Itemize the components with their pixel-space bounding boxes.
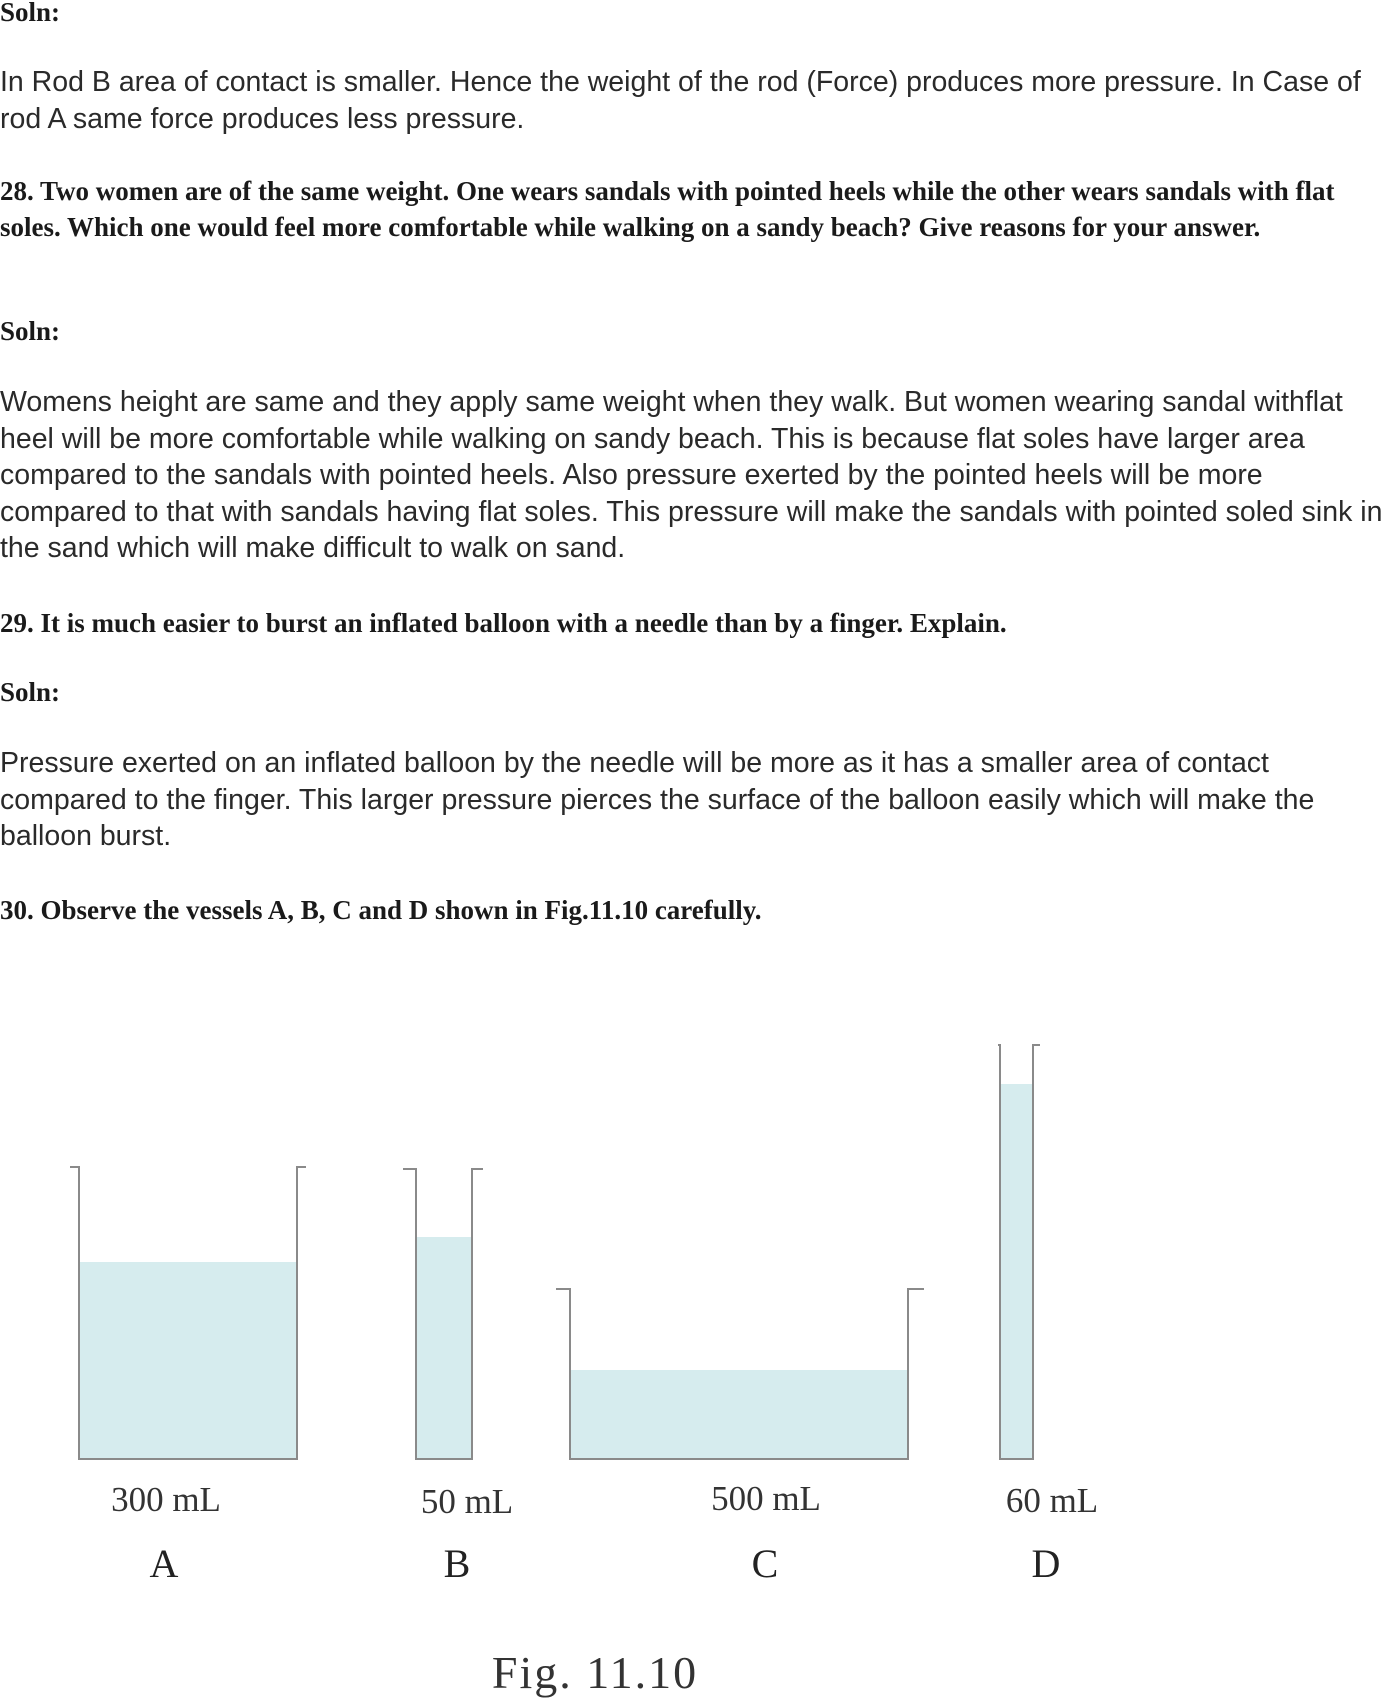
- answer-27: In Rod B area of contact is smaller. Hence the weight of the rod (Force) produces more pressure. In Case of rod A same force produces less pressure.: [0, 66, 1361, 135]
- vessel-d-water: [1000, 1084, 1033, 1459]
- question-28: 28. Two women are of the same weight. One wears sandals with pointed heels while the other wears sandals with flat soles. Which one would feel more comfortable while walking on a sandy beach? Give reasons for your answer.: [0, 176, 1335, 242]
- vessel-b: [403, 1169, 483, 1459]
- vessel-c-letter: C: [751, 1541, 779, 1586]
- vessels-figure: [0, 1030, 1395, 1703]
- vessel-c-volume: 500 mL: [711, 1479, 821, 1518]
- vessel-b-water: [416, 1237, 472, 1459]
- vessel-c-water: [570, 1370, 908, 1459]
- vessel-a-water: [79, 1262, 297, 1459]
- vessel-d-letter: D: [1031, 1541, 1061, 1586]
- vessel-a-volume: 300 mL: [111, 1480, 221, 1519]
- vessel-a: [70, 1167, 306, 1459]
- soln-label: Soln:: [0, 677, 61, 707]
- figure-caption: Fig. 11.10: [491, 1647, 699, 1698]
- answer-28: Womens height are same and they apply same weight when they walk. But women wearing sandal withflat heel will be more comfortable while walking on sandy beach. This is because flat soles have larger area compared to the sandals with pointed heels. Also pressure exerted by the pointed heels will be more compared to that with sandals having flat soles. This pressure will make the sandals with pointed soled sink in the sand which will make difficult to walk on sand.: [0, 386, 1383, 564]
- question-30: 30. Observe the vessels A, B, C and D shown in Fig.11.10 carefully.: [0, 895, 762, 925]
- answer-29: Pressure exerted on an inflated balloon by the needle will be more as it has a smaller area of contact compared to the finger. This larger pressure pierces the surface of the balloon easily which will make the balloon burst.: [0, 747, 1315, 852]
- vessel-b-volume: 50 mL: [420, 1482, 514, 1521]
- vessel-b-letter: B: [443, 1541, 471, 1586]
- soln-label: Soln:: [0, 0, 61, 27]
- question-29: 29. It is much easier to burst an inflated balloon with a needle than by a finger. Explain.: [0, 608, 1007, 638]
- vessel-a-letter: A: [149, 1541, 179, 1586]
- vessel-c: [556, 1289, 924, 1459]
- vessel-d-volume: 60 mL: [1005, 1481, 1099, 1520]
- vessel-d: [998, 1045, 1040, 1459]
- soln-label: Soln:: [0, 316, 61, 346]
